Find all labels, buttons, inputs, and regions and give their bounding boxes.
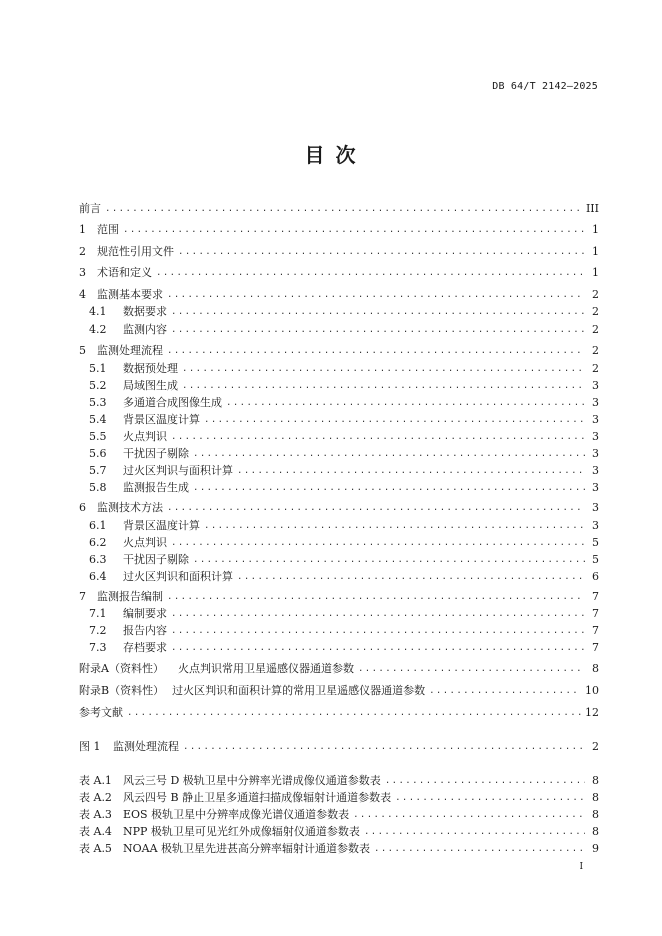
toc-page: 2 — [592, 305, 599, 318]
standard-code: DB 64/T 2142—2025 — [492, 81, 598, 92]
page-title: 目 次 — [304, 143, 358, 167]
toc-num: 5.4 — [89, 413, 107, 426]
toc-leader — [237, 569, 585, 585]
toc-num: 5.8 — [89, 481, 107, 494]
toc-num: 5.1 — [89, 362, 107, 375]
toc-entry[interactable] — [79, 304, 599, 320]
toc-leader — [193, 446, 585, 462]
toc-entry[interactable] — [79, 623, 599, 639]
toc-leader — [204, 412, 585, 428]
toc-label: 监测处理流程 — [113, 740, 179, 753]
toc-label: 火点判识常用卫星遥感仪器通道参数 — [177, 662, 354, 675]
toc-page: 3 — [592, 481, 599, 494]
toc-num: 4.1 — [89, 305, 107, 318]
toc-entry[interactable] — [79, 739, 599, 755]
toc-page: 2 — [592, 362, 599, 375]
toc-entry[interactable] — [79, 661, 599, 677]
toc-page: 3 — [592, 447, 599, 460]
toc-label: 规范性引用文件 — [97, 245, 174, 258]
toc-leader — [237, 463, 585, 479]
toc-num: 5.6 — [89, 447, 107, 460]
toc-page: III — [585, 202, 599, 215]
toc-entry[interactable] — [79, 378, 599, 394]
toc-label: 风云四号 B 静止卫星多通道扫描成像辐射计通道参数表 — [123, 791, 392, 804]
toc-label: 监测技术方法 — [97, 501, 163, 514]
toc-entry[interactable] — [79, 569, 599, 585]
toc-label: 局域图生成 — [123, 379, 178, 392]
toc-entry[interactable] — [79, 201, 599, 217]
toc-label: NOAA 极轨卫星先进甚高分辨率辐射计通道参数表 — [123, 842, 371, 855]
toc-label: 参考文献 — [79, 706, 123, 719]
toc-page: 3 — [592, 464, 599, 477]
toc-num: 5.7 — [89, 464, 107, 477]
toc-page: 7 — [592, 590, 599, 603]
toc-label: 过火区判识和面积计算 — [123, 570, 233, 583]
toc-page: 5 — [592, 553, 599, 566]
toc-num: 6.1 — [89, 519, 107, 532]
toc-leader — [374, 841, 585, 857]
toc-num: 3 — [79, 266, 86, 279]
toc-num: 7.1 — [89, 607, 107, 620]
toc-entry[interactable] — [79, 705, 599, 721]
toc-num: 2 — [79, 245, 86, 258]
toc-leader — [167, 343, 585, 359]
toc-label: 前言 — [79, 202, 101, 215]
toc-entry[interactable] — [79, 824, 599, 840]
toc-num: 7.2 — [89, 624, 107, 637]
toc-num: 1 — [79, 223, 86, 236]
toc-entry[interactable] — [79, 222, 599, 238]
toc-label: 背景区温度计算 — [123, 413, 200, 426]
toc-entry[interactable] — [79, 790, 599, 806]
toc-leader — [385, 773, 585, 789]
toc-page: 2 — [592, 740, 599, 753]
toc-entry[interactable] — [79, 683, 599, 699]
toc-entry[interactable] — [79, 244, 599, 260]
toc-label: 多通道合成图像生成 — [123, 396, 222, 409]
toc-page: 1 — [592, 223, 599, 236]
toc-label: 火点判识 — [123, 536, 167, 549]
toc-label: 背景区温度计算 — [123, 519, 200, 532]
toc-page: 3 — [592, 396, 599, 409]
toc-num: 5 — [79, 344, 86, 357]
toc-leader — [171, 623, 585, 639]
toc-leader — [167, 589, 585, 605]
page-number: I — [579, 862, 583, 872]
toc-label: 报告内容 — [123, 624, 167, 637]
toc-entry[interactable] — [79, 412, 599, 428]
toc-label: EOS 极轨卫星中分辨率成像光谱仪通道参数表 — [123, 808, 350, 821]
toc-num: 表 A.5 — [79, 842, 112, 855]
toc-entry[interactable] — [79, 463, 599, 479]
toc-page: 9 — [592, 842, 599, 855]
toc-leader — [193, 480, 585, 496]
toc-leader — [193, 552, 585, 568]
toc-leader — [204, 518, 585, 534]
toc-leader — [171, 640, 585, 656]
toc-num: 7.3 — [89, 641, 107, 654]
toc-num: 表 A.1 — [79, 774, 112, 787]
toc-leader — [123, 222, 585, 238]
toc-leader — [171, 429, 585, 445]
toc-leader — [183, 739, 585, 755]
toc-entry[interactable] — [79, 841, 599, 857]
toc-entry[interactable] — [79, 552, 599, 568]
toc-entry[interactable] — [79, 640, 599, 656]
toc-leader — [171, 535, 585, 551]
toc-leader — [171, 304, 585, 320]
toc-page: 2 — [592, 323, 599, 336]
toc-num: 6.2 — [89, 536, 107, 549]
toc-num: 表 A.4 — [79, 825, 112, 838]
toc-leader — [182, 378, 585, 394]
toc-leader — [395, 790, 585, 806]
toc-page: 12 — [585, 706, 599, 719]
toc-leader — [353, 807, 585, 823]
toc-num: 图 1 — [79, 740, 101, 753]
toc-num: 6 — [79, 501, 86, 514]
toc-entry[interactable] — [79, 807, 599, 823]
toc-num: 附录A（资料性） — [79, 662, 164, 675]
toc-label: 监测报告编制 — [97, 590, 163, 603]
toc-page: 2 — [592, 344, 599, 357]
toc-num: 7 — [79, 590, 86, 603]
toc-page: 8 — [592, 662, 599, 675]
toc-label: 风云三号 D 极轨卫星中分辨率光谱成像仪通道参数表 — [123, 774, 381, 787]
toc-label: 术语和定义 — [97, 266, 152, 279]
toc-leader — [105, 201, 582, 217]
toc-num: 6.4 — [89, 570, 107, 583]
toc-label: 数据要求 — [123, 305, 167, 318]
toc-entry[interactable] — [79, 395, 599, 411]
toc-page: 8 — [592, 791, 599, 804]
toc-label: 监测基本要求 — [97, 288, 163, 301]
toc-label: 过火区判识和面积计算的常用卫星遥感仪器通道参数 — [172, 684, 426, 697]
toc-entry[interactable] — [79, 518, 599, 534]
toc-label: 范围 — [97, 223, 119, 236]
toc-page: 10 — [585, 684, 599, 697]
toc-num: 5.2 — [89, 379, 107, 392]
toc-entry[interactable] — [79, 589, 599, 605]
toc-page: 3 — [592, 501, 599, 514]
toc-leader — [429, 683, 581, 699]
toc-leader — [182, 361, 585, 377]
toc-label: 存档要求 — [123, 641, 167, 654]
toc-leader — [178, 244, 585, 260]
toc-page: 8 — [592, 808, 599, 821]
toc-leader — [364, 824, 585, 840]
toc-page: 6 — [592, 570, 599, 583]
toc-page: 7 — [592, 607, 599, 620]
toc-entry[interactable] — [79, 287, 599, 303]
toc-page: 3 — [592, 430, 599, 443]
toc-page: 8 — [592, 825, 599, 838]
toc-page: 8 — [592, 774, 599, 787]
toc-page: 1 — [592, 266, 599, 279]
toc-page: 3 — [592, 379, 599, 392]
toc-leader — [171, 322, 585, 338]
toc-entry[interactable] — [79, 446, 599, 462]
toc-entry[interactable] — [79, 606, 599, 622]
toc-label: 监测内容 — [123, 323, 167, 336]
toc-entry[interactable] — [79, 265, 599, 281]
toc-leader — [167, 287, 585, 303]
toc-page: 3 — [592, 413, 599, 426]
toc-num: 6.3 — [89, 553, 107, 566]
toc-leader — [358, 661, 585, 677]
toc-entry[interactable] — [79, 429, 599, 445]
toc-page: 5 — [592, 536, 599, 549]
toc-leader — [226, 395, 585, 411]
toc-page: 7 — [592, 624, 599, 637]
toc-num: 5.3 — [89, 396, 107, 409]
toc-page: 3 — [592, 519, 599, 532]
toc-entry[interactable] — [79, 500, 599, 516]
toc-entry[interactable] — [79, 343, 599, 359]
toc-entry[interactable] — [79, 773, 599, 789]
toc-entry[interactable] — [79, 361, 599, 377]
toc-label: 过火区判识与面积计算 — [123, 464, 233, 477]
toc-label: 干扰因子剔除 — [123, 553, 189, 566]
toc-label: 干扰因子剔除 — [123, 447, 189, 460]
toc-label: NPP 极轨卫星可见光红外成像辐射仪通道参数表 — [123, 825, 360, 838]
toc-leader — [171, 606, 585, 622]
toc-entry[interactable] — [79, 535, 599, 551]
toc-label: 火点判识 — [123, 430, 167, 443]
toc-num: 4 — [79, 288, 86, 301]
toc-num: 5.5 — [89, 430, 107, 443]
toc-page: 7 — [592, 641, 599, 654]
toc-num: 表 A.2 — [79, 791, 112, 804]
toc-label: 编制要求 — [123, 607, 167, 620]
toc-num: 4.2 — [89, 323, 107, 336]
toc-label: 监测处理流程 — [97, 344, 163, 357]
toc-num: 表 A.3 — [79, 808, 112, 821]
toc-leader — [127, 705, 581, 721]
toc-page: 2 — [592, 288, 599, 301]
toc-entry[interactable] — [79, 480, 599, 496]
toc-leader — [156, 265, 585, 281]
toc-page: 1 — [592, 245, 599, 258]
toc-entry[interactable] — [79, 322, 599, 338]
toc-label: 数据预处理 — [123, 362, 178, 375]
toc-label: 监测报告生成 — [123, 481, 189, 494]
toc-num: 附录B（资料性） — [79, 684, 165, 697]
toc-leader — [167, 500, 585, 516]
